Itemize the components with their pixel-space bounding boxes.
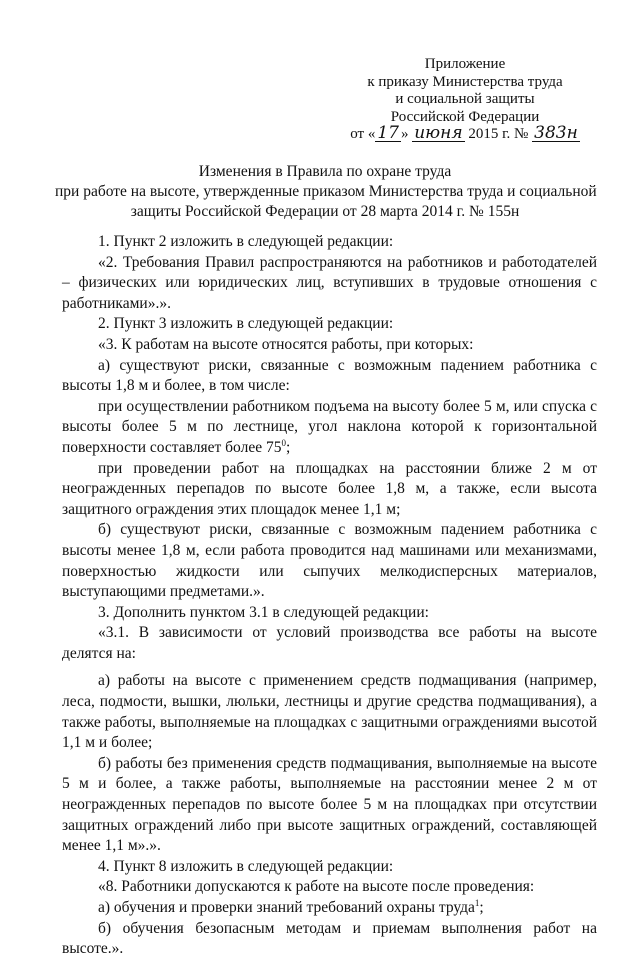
paragraph xyxy=(62,397,597,459)
superscript: 1 xyxy=(474,897,480,908)
order-number-handwritten: 383н xyxy=(534,123,578,143)
paragraph xyxy=(62,898,597,919)
paragraph xyxy=(62,671,597,753)
paragraph-text: при проведении работ на площадках на расстоянии ближе 2 м от неогражденных перепадов по высоте более 1,8 м, а также, если высота защитного ограждения этих площадок менее 1,1 м; xyxy=(62,459,597,518)
title-line-3: защиты Российской Федерации от 28 марта 2014 г. № 155н xyxy=(130,203,520,220)
paragraph-tail: ; xyxy=(285,438,291,456)
appendix-ministry: и социальной защиты xyxy=(395,91,535,107)
paragraph xyxy=(62,603,597,624)
superscript: 0 xyxy=(281,437,286,448)
appendix-header xyxy=(330,56,600,144)
date-day-handwritten: 17 xyxy=(377,123,399,143)
paragraph-text: при осуществлении работником подъема на высоту более 5 м, или спуска с высоты более 5 м по лестнице, угол наклона которой к горизонтальной поверхности составляет более 75 xyxy=(62,397,597,456)
title-line-2: при работе на высоте, утвержденные приказом Министерства труда и социальной xyxy=(55,183,597,200)
date-prefix: от « xyxy=(350,126,376,142)
document-body xyxy=(62,232,597,960)
paragraph xyxy=(62,623,597,664)
paragraph-text: «3.1. В зависимости от условий производства все работы на высоте делятся на: xyxy=(62,624,597,662)
paragraph-text: «3. К работам на высоте относятся работы, при которых: xyxy=(98,335,474,353)
paragraph xyxy=(62,356,597,397)
appendix-country: Российской Федерации xyxy=(390,108,540,125)
paragraph-text: а) существуют риски, связанные с возможным падением работника с высоты 1,8 м и более, в том числе: xyxy=(62,356,597,395)
paragraph xyxy=(62,919,597,960)
paragraph xyxy=(62,520,597,602)
paragraph xyxy=(62,459,597,521)
paragraph-text: «2. Требования Правил распространяются на работников и работодателей – физических или юридических лиц, вступивших в трудовые отношения с работниками».». xyxy=(62,253,597,312)
paragraph-text: 2. Пункт 3 изложить в следующей редакции: xyxy=(98,315,394,333)
date-year: 2015 г. № xyxy=(468,126,529,142)
paragraph-text: а) обучения и проверки знаний требований охраны труда xyxy=(98,899,475,916)
paragraph-text: а) работы на высоте с применением средств подмащивания (например, леса, подмости, вышки, люльки, лестницы и другие средства подмащивания), а также работы, выполняемые на площадках с защитными ограждениями высотой 1,1 м и более; xyxy=(62,672,597,752)
paragraph-text: «8. Работники допускаются к работе на высоте после проведения: xyxy=(98,878,535,896)
paragraph xyxy=(62,314,597,335)
title-line-1: Изменения в Правила по охране труда xyxy=(198,163,452,180)
paragraph-text: б) работы без применения средств подмащивания, выполняемые на высоте 5 м и более, а также работы, выполняемые на расстоянии менее 2 м от неогражденных перепадов по высоте более 5 м на площадках при отсутствии защитных ограждений либо при высоте защитных ограждений, составляющей менее 1,1 м».». xyxy=(62,754,597,855)
appendix-label: Приложение xyxy=(424,56,506,72)
paragraph xyxy=(62,232,597,253)
paragraph xyxy=(62,877,597,898)
paragraph-text: 1. Пункт 2 изложить в следующей редакции: xyxy=(98,233,394,250)
appendix-date-line xyxy=(330,123,600,144)
paragraph-text: 4. Пункт 8 изложить в следующей редакции: xyxy=(98,857,394,875)
paragraph-tail: ; xyxy=(479,899,484,916)
paragraph xyxy=(62,754,597,857)
paragraph xyxy=(62,335,597,356)
appendix-order-ref: к приказу Министерства труда xyxy=(367,73,563,90)
paragraph-text: б) существуют риски, связанные с возможным падением работника с высоты менее 1,8 м, если работа проводится над машинами или механизмами, поверхностью жидкости или сыпучих мелкодисперсных материалов, выступающими предметами.». xyxy=(62,521,597,601)
paragraph-text: б) обучения безопасным методам и приемам выполнения работ на высоте.». xyxy=(62,919,597,958)
paragraph xyxy=(62,253,597,315)
paragraph-text: 3. Дополнить пунктом 3.1 в следующей редакции: xyxy=(98,603,429,621)
date-month-handwritten: июня xyxy=(414,123,463,143)
document-title xyxy=(55,162,595,222)
paragraph xyxy=(62,857,597,878)
date-mid: » xyxy=(400,126,409,142)
